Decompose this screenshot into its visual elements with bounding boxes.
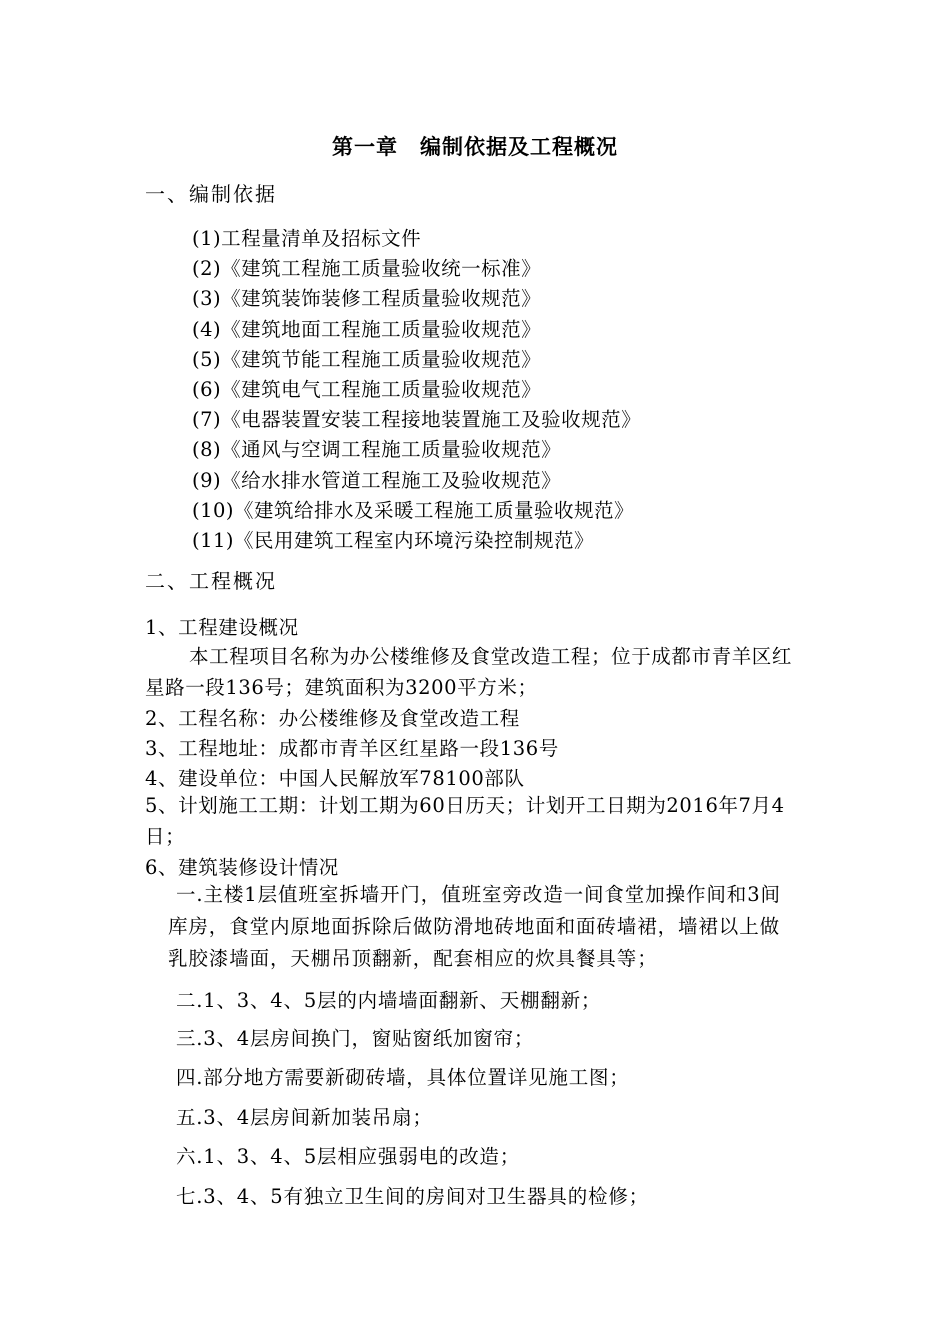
overview-subheading: 1、工程建设概况 [145,616,299,639]
reference-item: (1)工程量清单及招标文件 [192,227,422,250]
reference-item: (3)《建筑装饰装修工程质量验收规范》 [192,287,542,311]
reference-item: (10)《建筑给排水及采暖工程施工质量验收规范》 [192,498,635,522]
overview-paragraph: 本工程项目名称为办公楼维修及食堂改造工程；位于成都市青羊区红星路一段136号；建筑面积为3200平方米； [145,645,793,699]
reference-item: (6)《建筑电气工程施工质量验收规范》 [192,377,542,401]
design-item: 三.3、4层房间换门，窗贴窗纸加窗帘； [176,1027,535,1050]
project-owner-line: 4、建设单位：中国人民解放军78100部队 [145,767,525,790]
reference-item: (8)《通风与空调工程施工质量验收规范》 [192,438,562,462]
reference-item: (11)《民用建筑工程室内环境污染控制规范》 [192,528,595,552]
reference-list [192,224,641,556]
chapter-title: 第一章 编制依据及工程概况 [332,135,618,159]
design-item: 五.3、4层房间新加装吊扇； [176,1106,433,1129]
design-item: 四.部分地方需要新砌砖墙，具体位置详见施工图； [176,1066,630,1089]
design-item: 七.3、4、5有独立卫生间的房间对卫生器具的检修； [176,1185,649,1208]
reference-item: (4)《建筑地面工程施工质量验收规范》 [192,317,542,341]
reference-item: (9)《给水排水管道工程施工及验收规范》 [192,468,562,492]
design-subheading: 6、建筑装修设计情况 [145,856,339,879]
section-heading-overview: 二、工程概况 [145,569,277,593]
project-name-line: 2、工程名称：办公楼维修及食堂改造工程 [145,707,520,730]
design-item: 六.1、3、4、5层相应强弱电的改造； [176,1145,521,1168]
design-item: 二.1、3、4、5层的内墙墙面翻新、天棚翻新； [176,989,602,1012]
section-heading-basis: 一、编制依据 [145,182,277,206]
reference-item: (5)《建筑节能工程施工质量验收规范》 [192,347,542,371]
construction-period-paragraph: 5、计划施工工期：计划工期为60日历天；计划开工日期为2016年7月4日； [145,794,785,848]
project-address-line: 3、工程地址：成都市青羊区红星路一段136号 [145,737,559,760]
reference-item: (7)《电器装置安装工程接地装置施工及验收规范》 [192,408,642,432]
design-item: 一.主楼1层值班室拆墙开门，值班室旁改造一间食堂加操作间和3间库房，食堂内原地面拆除后做防滑地砖地面和面砖墙裙，墙裙以上做乳胶漆墙面，天棚吊顶翻新，配套相应的炊具餐具等； [168,883,781,970]
reference-item: (2)《建筑工程施工质量验收统一标准》 [192,257,542,281]
